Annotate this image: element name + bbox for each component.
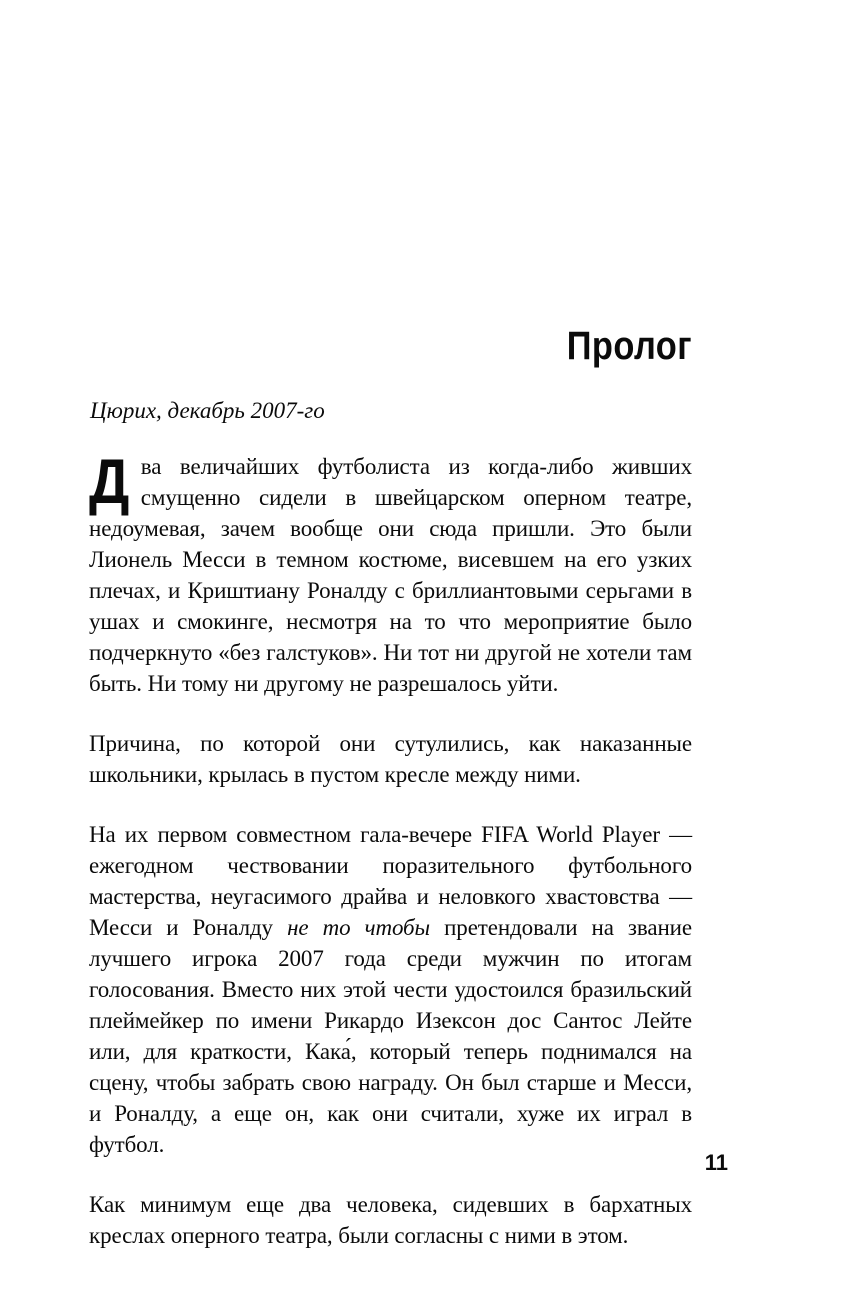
- paragraph-4-text: Как минимум еще два человека, сидевших в бархатных креслах оперного театра, были согласны с ними в этом.: [89, 1192, 692, 1248]
- paragraph-1-text: ва величайших футболиста из когда-либо живших смущенно сидели в швейцарском оперном театре, недоумевая, зачем вообще они сюда пришли. Это были Лионель Месси в темном костюме, висевшем на его узких плечах, и Криштиану Роналду с бриллиантовыми серьгами в ушах и смокинге, несмотря на то что мероприятие было подчеркнуто «без галстуков». Ни тот ни другой не хотели там быть. Ни тому ни другому не разрешалось уйти.: [89, 454, 692, 696]
- dateline: Цюрих, декабрь 2007-го: [90, 398, 325, 423]
- paragraph-1: [89, 447, 692, 699]
- dropcap-letter: Д: [89, 447, 130, 517]
- chapter-title: Пролог: [566, 324, 692, 368]
- body-text: [89, 447, 693, 1251]
- page-number: 11: [704, 1150, 728, 1175]
- paragraph-3-italic-phrase: не то чтобы: [287, 915, 430, 940]
- paragraph-3: [89, 819, 692, 1160]
- paragraph-4: [89, 1189, 692, 1251]
- paragraph-3-text-b: претендовали на звание лучшего игрока 2007 года среди мужчин по итогам голосования. Вместо них этой чести удостоился бразильский плеймейкер по имени Рикардо Изексон дос Сантос Лейте или, для краткости, Кака́, который теперь поднимался на сцену, чтобы забрать свою награду. Он был старше и Месси, и Роналду, а еще он, как они считали, хуже их играл в футбол.: [89, 915, 693, 1157]
- paragraph-2: [89, 728, 692, 790]
- paragraph-3-text-a: На их первом совместном гала-вечере FIFA World Player — ежегодном чествовании поразительного футбольного мастерства, неугасимого драйва и неловкого хвастовства — Месси и Роналду: [89, 822, 692, 940]
- paragraph-2-text: Причина, по которой они сутулились, как наказанные школьники, крылась в пустом кресле между ними.: [89, 731, 692, 787]
